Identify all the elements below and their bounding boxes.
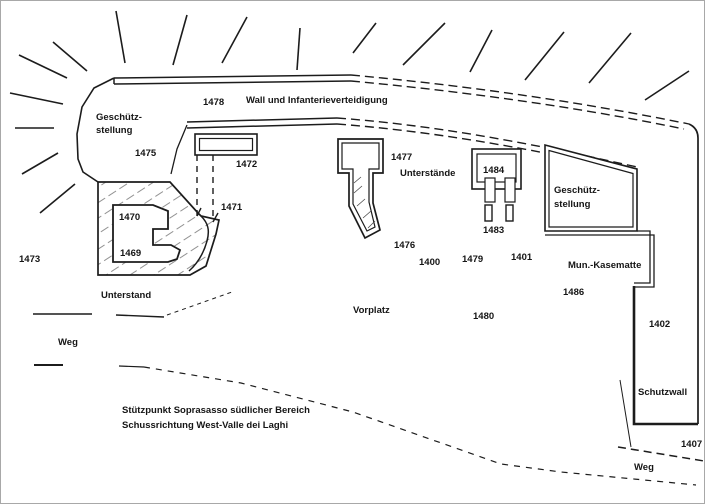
label-num-1486: 1486 bbox=[563, 287, 585, 298]
structure-1484 bbox=[472, 149, 521, 221]
label-caption-2: Schussrichtung West-Valle dei Laghi bbox=[122, 420, 289, 431]
label-num-1478: 1478 bbox=[203, 97, 225, 108]
label-schutzwall: Schutzwall bbox=[638, 387, 688, 398]
label-weg-right: Weg bbox=[634, 462, 654, 473]
label-vorplatz: Vorplatz bbox=[353, 305, 390, 316]
label-num-1484: 1484 bbox=[483, 165, 505, 176]
label-geschuetzstellung-left-2: stellung bbox=[96, 125, 133, 136]
label-mun-kasematte: Mun.-Kasematte bbox=[568, 260, 642, 271]
label-num-1472: 1472 bbox=[236, 159, 258, 170]
label-num-1475: 1475 bbox=[135, 148, 157, 159]
label-weg-left: Weg bbox=[58, 337, 78, 348]
label-unterstaende: Unterstände bbox=[400, 168, 456, 179]
label-geschuetzstellung-left-1: Geschütz- bbox=[96, 112, 142, 123]
unterstand-block bbox=[98, 182, 219, 275]
label-geschuetzstellung-right-1: Geschütz- bbox=[554, 185, 600, 196]
label-num-1480: 1480 bbox=[473, 311, 495, 322]
label-num-1471: 1471 bbox=[221, 202, 243, 213]
label-num-1470: 1470 bbox=[119, 212, 141, 223]
label-num-1476: 1476 bbox=[394, 240, 416, 251]
label-num-1473: 1473 bbox=[19, 254, 41, 265]
label-wall-und-infanterieverteidigung: Wall und Infanterieverteidigung bbox=[246, 95, 388, 106]
right-boundary-line bbox=[689, 124, 698, 424]
structure-1477 bbox=[338, 139, 383, 238]
weg-path-lines bbox=[33, 292, 704, 485]
label-num-1479: 1479 bbox=[462, 254, 484, 265]
label-geschuetzstellung-right-2: stellung bbox=[554, 199, 591, 210]
label-unterstand: Unterstand bbox=[101, 290, 152, 301]
label-num-1407: 1407 bbox=[681, 439, 703, 450]
label-num-1401: 1401 bbox=[511, 252, 533, 263]
structure-1472 bbox=[195, 134, 257, 155]
fortification-plan-drawing bbox=[1, 1, 705, 504]
label-num-1469: 1469 bbox=[120, 248, 142, 259]
passage-1471-dashes bbox=[197, 155, 218, 222]
label-caption-1: Stützpunkt Soprasasso südlicher Bereich bbox=[122, 405, 310, 416]
label-num-1400: 1400 bbox=[419, 257, 441, 268]
label-num-1477: 1477 bbox=[391, 152, 413, 163]
label-num-1402: 1402 bbox=[649, 319, 671, 330]
label-num-1483: 1483 bbox=[483, 225, 505, 236]
